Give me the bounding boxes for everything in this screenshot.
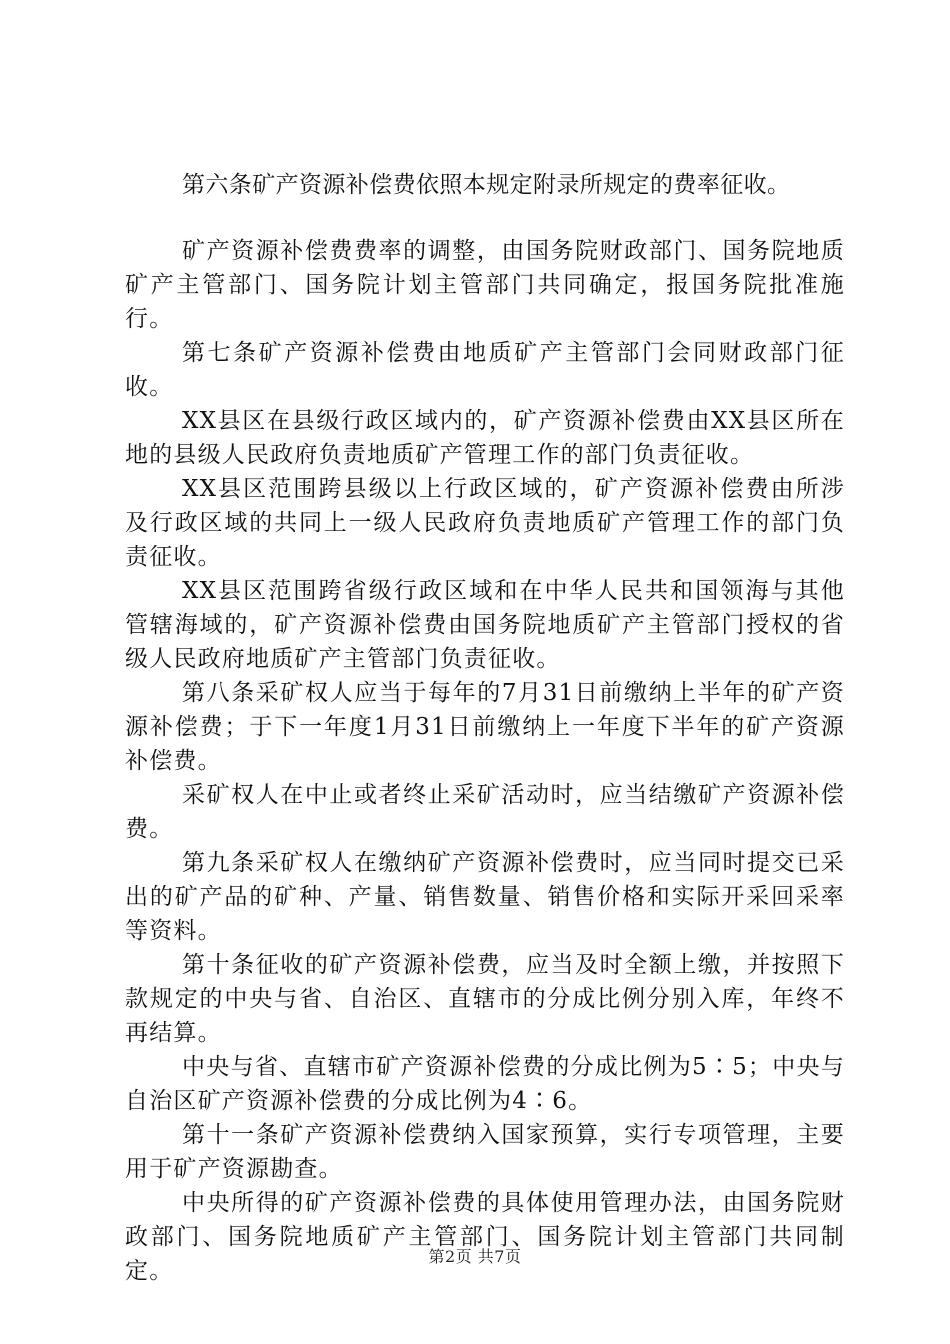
page-number-footer: 第2页 共7页	[428, 1247, 522, 1266]
document-body	[125, 168, 845, 1288]
paragraph-article-9: 第九条采矿权人在缴纳矿产资源补偿费时，应当同时提交已采出的矿产品的矿种、产量、销售数量、销售价格和实际开采回采率等资料。	[125, 850, 845, 944]
paragraph-suspension-payment: 采矿权人在中止或者终止采矿活动时，应当结缴矿产资源补偿费。	[125, 782, 845, 842]
paragraph-article-11: 第十一条矿产资源补偿费纳入国家预算，实行专项管理，主要用于矿产资源勘查。	[125, 1122, 845, 1182]
paragraph-article-8: 第八条采矿权人应当于每年的7月31日前缴纳上半年的矿产资源补偿费；于下一年度1月31日前缴纳上一年度下半年的矿产资源补偿费。	[125, 680, 845, 774]
paragraph-sharing-ratio: 中央与省、直辖市矿产资源补偿费的分成比例为5∶5；中央与自治区矿产资源补偿费的分成比例为4∶6。	[125, 1054, 845, 1114]
paragraph-article-6: 第六条矿产资源补偿费依照本规定附录所规定的费率征收。	[182, 172, 791, 198]
paragraph-rate-adjustment: 矿产资源补偿费费率的调整，由国务院财政部门、国务院地质矿产主管部门、国务院计划主管部门共同确定，报国务院批准施行。	[125, 238, 845, 332]
paragraph-central-usage: 中央所得的矿产资源补偿费的具体使用管理办法，由国务院财政部门、国务院地质矿产主管部门、国务院计划主管部门共同制定。	[125, 1190, 845, 1284]
paragraph-article-10: 第十条征收的矿产资源补偿费，应当及时全额上缴，并按照下款规定的中央与省、自治区、直辖市的分成比例分别入库，年终不再结算。	[125, 952, 845, 1046]
paragraph-county-collection: XX县区在县级行政区域内的，矿产资源补偿费由XX县区所在地的县级人民政府负责地质矿产管理工作的部门负责征收。	[125, 408, 845, 468]
paragraph-cross-province-collection: XX县区范围跨省级行政区域和在中华人民共和国领海与其他管辖海域的，矿产资源补偿费由国务院地质矿产主管部门授权的省级人民政府地质矿产主管部门负责征收。	[125, 578, 845, 672]
paragraph-article-7: 第七条矿产资源补偿费由地质矿产主管部门会同财政部门征收。	[125, 340, 845, 400]
paragraph-cross-county-collection: XX县区范围跨县级以上行政区域的，矿产资源补偿费由所涉及行政区域的共同上一级人民政府负责地质矿产管理工作的部门负责征收。	[125, 476, 845, 570]
